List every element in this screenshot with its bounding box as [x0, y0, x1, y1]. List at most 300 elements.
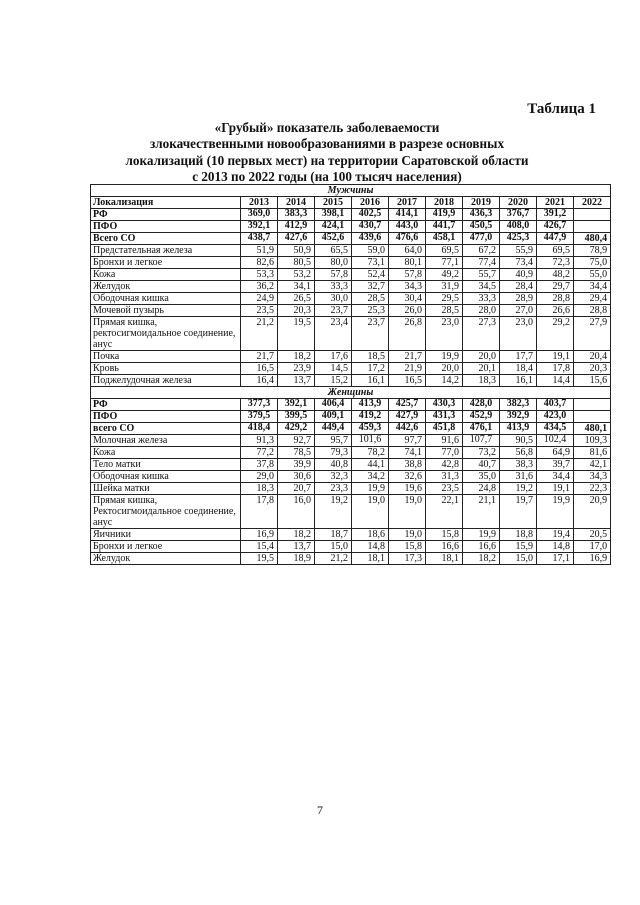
value-cell: 23,0	[500, 317, 537, 351]
value-cell: 20,1	[463, 363, 500, 375]
value-cell: 412,9	[278, 221, 315, 233]
page-number: 7	[317, 803, 323, 817]
value-cell: 101,6	[352, 435, 389, 447]
row-label: Молочная железа	[91, 435, 241, 447]
row-label: Бронхи и легкое	[91, 541, 241, 553]
value-cell: 29,2	[537, 317, 574, 351]
value-cell: 40,8	[315, 459, 352, 471]
table-row	[91, 471, 611, 483]
value-cell: 20,3	[278, 305, 315, 317]
column-header: 2021	[537, 197, 574, 209]
value-cell: 28,9	[500, 293, 537, 305]
value-cell: 65,5	[315, 245, 352, 257]
section-title: Мужчины	[91, 185, 611, 197]
value-cell: 18,7	[315, 529, 352, 541]
column-header: 2019	[463, 197, 500, 209]
value-cell: 40,9	[500, 269, 537, 281]
value-cell: 21,2	[241, 317, 278, 351]
value-cell: 414,1	[389, 209, 426, 221]
value-cell: 30,0	[315, 293, 352, 305]
value-cell: 21,1	[463, 495, 500, 529]
value-cell: 19,1	[537, 351, 574, 363]
value-cell: 19,5	[278, 317, 315, 351]
value-cell: 26,5	[278, 293, 315, 305]
value-cell: 438,7	[241, 233, 278, 245]
column-header: 2014	[278, 197, 315, 209]
row-label: Мочевой пузырь	[91, 305, 241, 317]
value-cell: 28,0	[463, 305, 500, 317]
value-cell: 23,5	[426, 483, 463, 495]
value-cell: 428,0	[463, 399, 500, 411]
value-cell: 39,7	[537, 459, 574, 471]
value-cell: 34,5	[463, 281, 500, 293]
value-cell: 29,5	[426, 293, 463, 305]
value-cell: 102,4	[537, 435, 574, 447]
value-cell: 424,1	[315, 221, 352, 233]
value-cell: 392,9	[500, 411, 537, 423]
value-cell: 16,1	[500, 375, 537, 387]
value-cell: 91,6	[426, 435, 463, 447]
value-cell: 78,5	[278, 447, 315, 459]
value-cell: 28,8	[574, 305, 611, 317]
value-cell: 34,2	[352, 471, 389, 483]
table-row	[91, 269, 611, 281]
value-cell: 19,0	[352, 495, 389, 529]
table-row	[91, 459, 611, 471]
value-cell: 67,2	[463, 245, 500, 257]
table-row	[91, 553, 611, 565]
value-cell: 73,2	[463, 447, 500, 459]
table-row	[91, 245, 611, 257]
value-cell: 31,6	[500, 471, 537, 483]
value-cell: 16,9	[574, 553, 611, 565]
value-cell: 392,1	[241, 221, 278, 233]
value-cell: 55,9	[500, 245, 537, 257]
value-cell: 35,0	[463, 471, 500, 483]
row-label: Прямая кишка, Ректосигмоидальное соединение, анус	[91, 495, 241, 529]
heading-line: с 2013 по 2022 годы (на 100 тысяч населения)	[192, 168, 462, 184]
value-cell: 15,0	[315, 541, 352, 553]
value-cell: 20,3	[574, 363, 611, 375]
value-cell: 40,7	[463, 459, 500, 471]
value-cell: 18,2	[278, 351, 315, 363]
value-cell: 69,5	[426, 245, 463, 257]
value-cell: 42,8	[426, 459, 463, 471]
value-cell: 16,4	[241, 375, 278, 387]
value-cell: 20,0	[463, 351, 500, 363]
value-cell: 392,1	[278, 399, 315, 411]
heading-line: локализаций (10 первых мест) на территории Саратовской области	[125, 152, 529, 168]
value-cell: 79,3	[315, 447, 352, 459]
row-label: ПФО	[91, 411, 241, 423]
table-row	[91, 209, 611, 221]
value-cell: 28,8	[537, 293, 574, 305]
value-cell	[574, 399, 611, 411]
table-row	[91, 423, 611, 435]
value-cell: 14,4	[537, 375, 574, 387]
value-cell: 451,8	[426, 423, 463, 435]
table-row	[91, 399, 611, 411]
row-label: Поджелудочная железа	[91, 375, 241, 387]
value-cell: 19,4	[537, 529, 574, 541]
table-row	[91, 529, 611, 541]
value-cell: 23,0	[426, 317, 463, 351]
value-cell: 53,3	[241, 269, 278, 281]
value-cell: 406,4	[315, 399, 352, 411]
value-cell: 430,3	[426, 399, 463, 411]
table-row	[91, 257, 611, 269]
value-cell: 391,2	[537, 209, 574, 221]
value-cell: 33,3	[463, 293, 500, 305]
value-cell: 15,9	[500, 541, 537, 553]
value-cell: 77,4	[463, 257, 500, 269]
value-cell: 18,3	[241, 483, 278, 495]
row-label: Ободочная кишка	[91, 293, 241, 305]
value-cell: 403,7	[537, 399, 574, 411]
row-label: Предстательная железа	[91, 245, 241, 257]
value-cell: 95,7	[315, 435, 352, 447]
value-cell: 18,2	[278, 529, 315, 541]
value-cell: 55,0	[574, 269, 611, 281]
value-cell: 18,1	[426, 553, 463, 565]
value-cell: 78,9	[574, 245, 611, 257]
value-cell: 16,6	[426, 541, 463, 553]
value-cell: 17,6	[315, 351, 352, 363]
value-cell: 426,7	[537, 221, 574, 233]
row-label: Тело матки	[91, 459, 241, 471]
value-cell: 30,6	[278, 471, 315, 483]
value-cell: 73,1	[352, 257, 389, 269]
value-cell: 38,3	[500, 459, 537, 471]
value-cell: 427,6	[278, 233, 315, 245]
value-cell: 29,7	[537, 281, 574, 293]
row-label: РФ	[91, 209, 241, 221]
column-header-row	[91, 197, 611, 209]
value-cell: 398,1	[315, 209, 352, 221]
value-cell: 28,4	[500, 281, 537, 293]
value-cell: 57,8	[389, 269, 426, 281]
value-cell: 50,9	[278, 245, 315, 257]
column-header: 2018	[426, 197, 463, 209]
value-cell: 80,1	[389, 257, 426, 269]
value-cell: 14,8	[537, 541, 574, 553]
value-cell: 19,6	[389, 483, 426, 495]
value-cell: 33,3	[315, 281, 352, 293]
value-cell: 15,4	[241, 541, 278, 553]
value-cell: 480,1	[574, 423, 611, 435]
row-label: Ободочная кишка	[91, 471, 241, 483]
value-cell: 74,1	[389, 447, 426, 459]
value-cell: 69,5	[537, 245, 574, 257]
value-cell: 17,2	[352, 363, 389, 375]
value-cell: 434,5	[537, 423, 574, 435]
value-cell: 399,5	[278, 411, 315, 423]
value-cell: 15,6	[574, 375, 611, 387]
value-cell: 24,8	[463, 483, 500, 495]
value-cell: 402,5	[352, 209, 389, 221]
value-cell: 34,3	[389, 281, 426, 293]
table-row	[91, 221, 611, 233]
value-cell: 408,0	[500, 221, 537, 233]
value-cell: 23,3	[315, 483, 352, 495]
value-cell: 14,5	[315, 363, 352, 375]
value-cell: 26,8	[389, 317, 426, 351]
value-cell: 14,8	[352, 541, 389, 553]
value-cell: 429,2	[278, 423, 315, 435]
value-cell: 441,7	[426, 221, 463, 233]
value-cell: 425,7	[389, 399, 426, 411]
value-cell: 18,9	[278, 553, 315, 565]
value-cell: 418,4	[241, 423, 278, 435]
value-cell: 20,0	[426, 363, 463, 375]
table-label: Таблица 1	[527, 101, 596, 117]
value-cell: 19,2	[500, 483, 537, 495]
value-cell: 64,0	[389, 245, 426, 257]
value-cell: 18,3	[463, 375, 500, 387]
value-cell: 16,5	[389, 375, 426, 387]
value-cell: 450,5	[463, 221, 500, 233]
table-row	[91, 305, 611, 317]
value-cell: 34,3	[574, 471, 611, 483]
value-cell: 34,4	[537, 471, 574, 483]
value-cell: 413,9	[352, 399, 389, 411]
value-cell: 72,3	[537, 257, 574, 269]
table-row	[91, 363, 611, 375]
value-cell: 64,9	[537, 447, 574, 459]
value-cell: 73,4	[500, 257, 537, 269]
table-heading	[92, 120, 562, 185]
value-cell	[574, 209, 611, 221]
table-row	[91, 375, 611, 387]
value-cell: 431,3	[426, 411, 463, 423]
row-label: ПФО	[91, 221, 241, 233]
value-cell: 18,6	[352, 529, 389, 541]
value-cell: 17,1	[537, 553, 574, 565]
value-cell: 21,7	[241, 351, 278, 363]
value-cell: 19,0	[389, 495, 426, 529]
value-cell: 477,0	[463, 233, 500, 245]
table-row	[91, 411, 611, 423]
column-header: 2020	[500, 197, 537, 209]
value-cell: 53,2	[278, 269, 315, 281]
value-cell: 17,0	[574, 541, 611, 553]
value-cell: 442,6	[389, 423, 426, 435]
value-cell: 23,4	[315, 317, 352, 351]
value-cell: 29,0	[241, 471, 278, 483]
table-row	[91, 317, 611, 351]
value-cell: 38,8	[389, 459, 426, 471]
value-cell: 16,6	[463, 541, 500, 553]
value-cell: 81,6	[574, 447, 611, 459]
row-label: всего СО	[91, 423, 241, 435]
value-cell: 17,8	[241, 495, 278, 529]
value-cell: 15,8	[389, 541, 426, 553]
value-cell: 18,4	[500, 363, 537, 375]
value-cell: 92,7	[278, 435, 315, 447]
value-cell: 32,6	[389, 471, 426, 483]
column-header: 2016	[352, 197, 389, 209]
column-header: 2013	[241, 197, 278, 209]
section-title-row	[91, 387, 611, 399]
value-cell	[574, 411, 611, 423]
value-cell: 20,5	[574, 529, 611, 541]
value-cell: 109,3	[574, 435, 611, 447]
value-cell: 423,0	[537, 411, 574, 423]
value-cell: 17,3	[389, 553, 426, 565]
value-cell: 18,8	[500, 529, 537, 541]
column-header: 2015	[315, 197, 352, 209]
value-cell: 26,6	[537, 305, 574, 317]
value-cell: 25,3	[352, 305, 389, 317]
value-cell: 48,2	[537, 269, 574, 281]
value-cell: 17,8	[537, 363, 574, 375]
value-cell: 52,4	[352, 269, 389, 281]
value-cell: 458,1	[426, 233, 463, 245]
value-cell: 19,2	[315, 495, 352, 529]
value-cell: 447,9	[537, 233, 574, 245]
value-cell: 22,1	[426, 495, 463, 529]
value-cell: 42,1	[574, 459, 611, 471]
section-title-row	[91, 185, 611, 197]
value-cell: 476,1	[463, 423, 500, 435]
value-cell: 32,3	[315, 471, 352, 483]
value-cell: 27,9	[574, 317, 611, 351]
value-cell: 459,3	[352, 423, 389, 435]
value-cell: 19,1	[537, 483, 574, 495]
value-cell: 22,3	[574, 483, 611, 495]
value-cell: 23,9	[278, 363, 315, 375]
row-label: Бронхи и легкое	[91, 257, 241, 269]
value-cell: 452,6	[315, 233, 352, 245]
value-cell: 80,0	[315, 257, 352, 269]
row-label: Кожа	[91, 269, 241, 281]
value-cell: 78,2	[352, 447, 389, 459]
value-cell: 107,7	[463, 435, 500, 447]
value-cell: 13,7	[278, 541, 315, 553]
value-cell: 19,0	[389, 529, 426, 541]
value-cell: 476,6	[389, 233, 426, 245]
value-cell: 19,9	[537, 495, 574, 529]
value-cell: 419,9	[426, 209, 463, 221]
value-cell: 21,9	[389, 363, 426, 375]
value-cell: 21,7	[389, 351, 426, 363]
value-cell: 413,9	[500, 423, 537, 435]
value-cell: 19,9	[352, 483, 389, 495]
value-cell: 16,1	[352, 375, 389, 387]
row-label: Всего СО	[91, 233, 241, 245]
value-cell: 77,1	[426, 257, 463, 269]
value-cell: 449,4	[315, 423, 352, 435]
value-cell: 31,9	[426, 281, 463, 293]
value-cell: 369,0	[241, 209, 278, 221]
value-cell: 24,9	[241, 293, 278, 305]
value-cell	[574, 221, 611, 233]
value-cell: 20,9	[574, 495, 611, 529]
value-cell: 59,0	[352, 245, 389, 257]
value-cell: 39,9	[278, 459, 315, 471]
value-cell: 27,0	[500, 305, 537, 317]
value-cell: 27,3	[463, 317, 500, 351]
value-cell: 376,7	[500, 209, 537, 221]
value-cell: 443,0	[389, 221, 426, 233]
value-cell: 18,2	[463, 553, 500, 565]
value-cell: 409,1	[315, 411, 352, 423]
value-cell: 90,5	[500, 435, 537, 447]
row-label: Кровь	[91, 363, 241, 375]
value-cell: 51,9	[241, 245, 278, 257]
value-cell: 13,7	[278, 375, 315, 387]
row-label: Шейка матки	[91, 483, 241, 495]
value-cell: 56,8	[500, 447, 537, 459]
value-cell: 44,1	[352, 459, 389, 471]
row-label: Кожа	[91, 447, 241, 459]
table-row	[91, 351, 611, 363]
table-row	[91, 541, 611, 553]
table-row	[91, 435, 611, 447]
value-cell: 15,2	[315, 375, 352, 387]
value-cell: 382,3	[500, 399, 537, 411]
value-cell: 77,0	[426, 447, 463, 459]
value-cell: 75,0	[574, 257, 611, 269]
value-cell: 23,7	[315, 305, 352, 317]
column-header: 2022	[574, 197, 611, 209]
row-label: Яичники	[91, 529, 241, 541]
heading-line: «Грубый» показатель заболеваемости	[214, 120, 440, 135]
value-cell: 452,9	[463, 411, 500, 423]
value-cell: 19,5	[241, 553, 278, 565]
row-label: Желудок	[91, 553, 241, 565]
value-cell: 28,5	[352, 293, 389, 305]
value-cell: 34,4	[574, 281, 611, 293]
value-cell: 34,1	[278, 281, 315, 293]
row-label: Желудок	[91, 281, 241, 293]
value-cell: 21,2	[315, 553, 352, 565]
value-cell: 55,7	[463, 269, 500, 281]
value-cell: 436,3	[463, 209, 500, 221]
row-label: Почка	[91, 351, 241, 363]
row-label: РФ	[91, 399, 241, 411]
value-cell: 29,4	[574, 293, 611, 305]
value-cell: 80,5	[278, 257, 315, 269]
table-row	[91, 483, 611, 495]
value-cell: 19,9	[463, 529, 500, 541]
section-title: Женщины	[91, 387, 611, 399]
value-cell: 23,7	[352, 317, 389, 351]
value-cell: 419,2	[352, 411, 389, 423]
value-cell: 16,0	[278, 495, 315, 529]
value-cell: 377,3	[241, 399, 278, 411]
table-row	[91, 281, 611, 293]
value-cell: 379,5	[241, 411, 278, 423]
row-label: Прямая кишка, ректосигмоидальное соединение, анус	[91, 317, 241, 351]
value-cell: 15,8	[426, 529, 463, 541]
value-cell: 91,3	[241, 435, 278, 447]
heading-line: злокачественными новообразованиями в разрезе основных	[149, 136, 505, 152]
value-cell: 16,5	[241, 363, 278, 375]
value-cell: 26,0	[389, 305, 426, 317]
table-row	[91, 495, 611, 529]
value-cell: 37,8	[241, 459, 278, 471]
value-cell: 383,3	[278, 209, 315, 221]
value-cell: 439,6	[352, 233, 389, 245]
value-cell: 31,3	[426, 471, 463, 483]
value-cell: 32,7	[352, 281, 389, 293]
value-cell: 77,2	[241, 447, 278, 459]
table-row	[91, 233, 611, 245]
value-cell: 18,5	[352, 351, 389, 363]
value-cell: 427,9	[389, 411, 426, 423]
value-cell: 425,3	[500, 233, 537, 245]
